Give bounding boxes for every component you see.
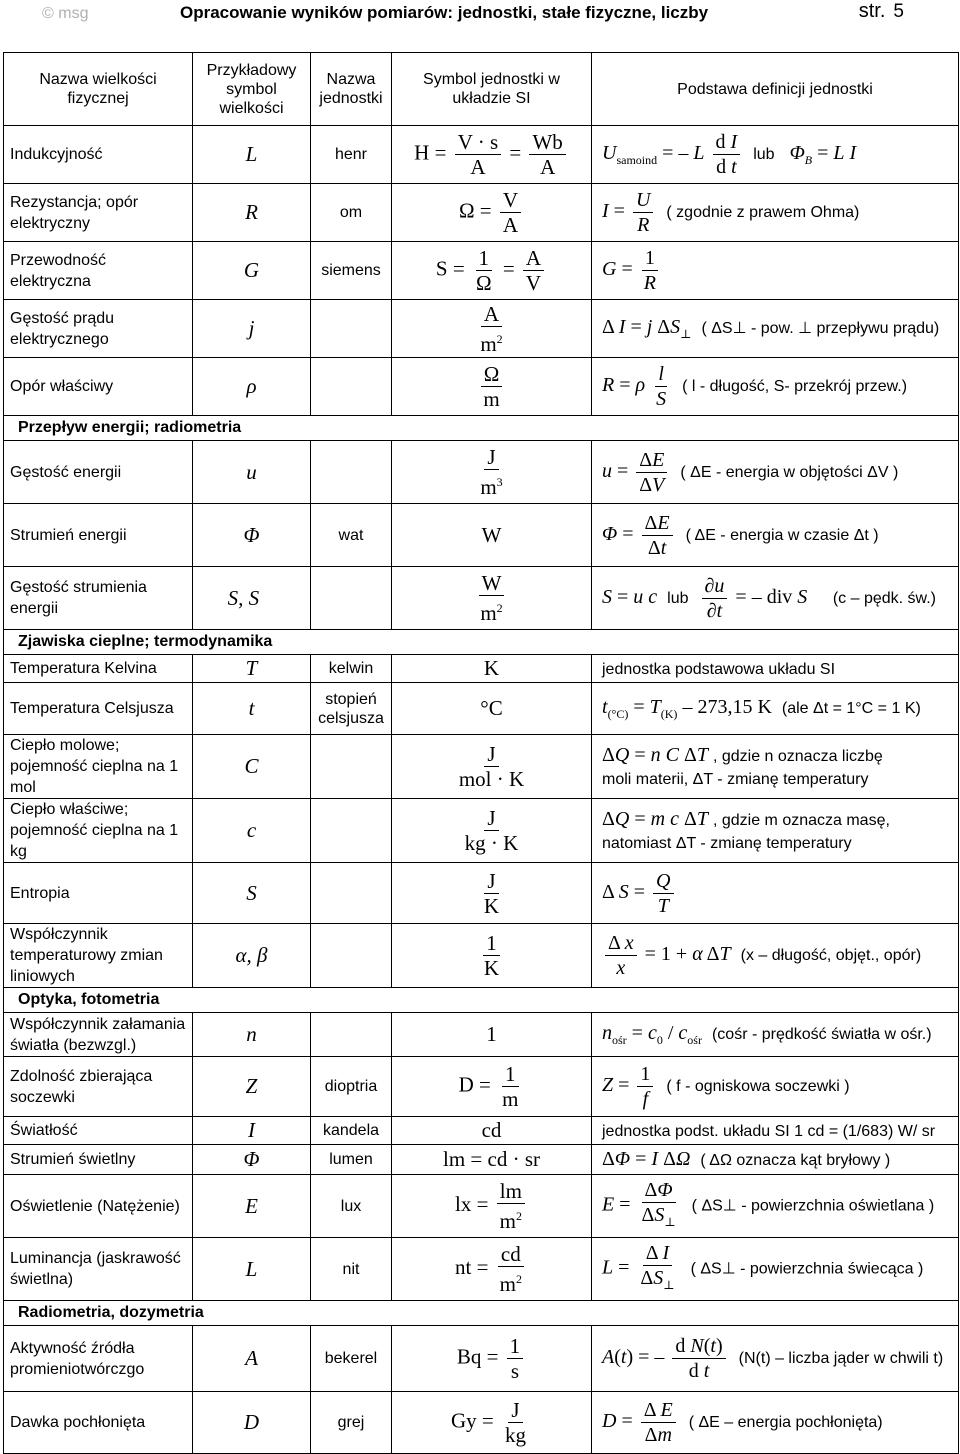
row-symbol: D: [193, 1392, 311, 1454]
row-symbol: L: [193, 126, 311, 184]
row-unit: lux: [311, 1175, 392, 1238]
row-name: Temperatura Celsjusza: [4, 683, 193, 735]
row-definition: Δ I = j $\Delta S_\perp$ ( ΔS⊥ - pow. ⊥ przepływu prądu): [592, 300, 959, 358]
page-indicator: str. 5: [858, 0, 904, 22]
row-unit: kelwin: [311, 655, 392, 683]
page-header: [0, 0, 960, 36]
row-unit: lumen: [311, 1145, 392, 1175]
row-symbol: E: [193, 1175, 311, 1238]
row-definition: ΔΦ = I ΔΩ ( ΔΩ oznacza kąt bryłowy ): [592, 1145, 959, 1175]
row-unit: kandela: [311, 1117, 392, 1145]
row-unit-symbol: $\frac{J}{m^3}$: [392, 441, 592, 504]
row-symbol: u: [193, 441, 311, 504]
row-name: Luminancja (jaskrawość świetlna): [4, 1238, 193, 1301]
row-unit: nit: [311, 1238, 392, 1301]
col-header-unit-symbol: Symbol jednostki w układzie SI: [392, 53, 592, 126]
row-definition: Δ S = $\frac{Q}{T}$: [592, 863, 959, 924]
row-definition: E = $\frac{\Delta\Phi}{\Delta S_\perp}$ ( ΔS⊥ - powierzchnia oświetlana ): [592, 1175, 959, 1238]
units-table: [3, 52, 959, 1454]
section-heading: Optyka, fotometria: [4, 988, 959, 1013]
row-symbol: S, S⃗: [193, 567, 311, 630]
table-row: [4, 1238, 959, 1301]
row-name: Entropia: [4, 863, 193, 924]
table-row: [4, 799, 959, 863]
table-row: [4, 1326, 959, 1392]
row-symbol: S: [193, 863, 311, 924]
row-name: Opór właściwy: [4, 358, 193, 416]
document-title: Opracowanie wyników pomiarów: jednostki, stałe fizyczne, liczby: [180, 3, 709, 22]
row-name: Rezystancja; opór elektryczny: [4, 184, 193, 242]
row-symbol: Φ: [193, 504, 311, 567]
row-name: Strumień świetlny: [4, 1145, 193, 1175]
table-row: [4, 504, 959, 567]
row-unit: siemens: [311, 242, 392, 300]
logo: © msg: [42, 5, 89, 22]
row-definition: $\frac{\text{Δ x}}{x}$ = 1 + α ΔT (x – długość, objęt., opór): [592, 924, 959, 988]
row-unit: [311, 735, 392, 799]
row-name: Zdolność zbierająca soczewki: [4, 1057, 193, 1117]
row-unit: grej: [311, 1392, 392, 1454]
row-unit: wat: [311, 504, 392, 567]
row-unit: stopień celsjusza: [311, 683, 392, 735]
table-row: [4, 735, 959, 799]
row-unit-symbol: $\frac{W}{m^2}$: [392, 567, 592, 630]
table-row: [4, 184, 959, 242]
row-name: Przewodność elektryczna: [4, 242, 193, 300]
row-unit-symbol: $\frac{1}{K}$: [392, 924, 592, 988]
row-unit-symbol: $\frac{\Omega}{m}$: [392, 358, 592, 416]
row-unit-symbol: nt = $\frac{cd}{m^2}$: [392, 1238, 592, 1301]
table-row: [4, 1392, 959, 1454]
row-symbol: Z: [193, 1057, 311, 1117]
table-row: [4, 1057, 959, 1117]
row-unit-symbol: cd: [392, 1117, 592, 1145]
table-row: [4, 358, 959, 416]
col-header-symbol: Przykładowy symbol wielkości: [193, 53, 311, 126]
row-unit: bekerel: [311, 1326, 392, 1392]
table-row: [4, 1175, 959, 1238]
row-definition: D = $\frac{\text{Δ E}}{\Delta m}$ ( ΔE – energia pochłonięta): [592, 1392, 959, 1454]
table-row: [4, 567, 959, 630]
row-unit: [311, 924, 392, 988]
row-unit-symbol: Gy = $\frac{J}{kg}$: [392, 1392, 592, 1454]
row-unit-symbol: $\frac{J}{K}$: [392, 863, 592, 924]
table-row: [4, 683, 959, 735]
row-symbol: I: [193, 1117, 311, 1145]
col-header-unit-name: Nazwa jednostki: [311, 53, 392, 126]
table-row: [4, 655, 959, 683]
row-symbol: j: [193, 300, 311, 358]
row-name: Aktywność źródła promieniotwórczgo: [4, 1326, 193, 1392]
row-unit-symbol: Ω = $\frac{V}{A}$: [392, 184, 592, 242]
row-symbol: c: [193, 799, 311, 863]
row-symbol: ρ: [193, 358, 311, 416]
row-unit-symbol: S = $\frac{1}{\Omega}$ = $\frac{A}{V}$: [392, 242, 592, 300]
row-unit-symbol: lx = $\frac{lm}{m^2}$: [392, 1175, 592, 1238]
row-definition: $t_{(^\circ C)} = T_{(K)} - 273,15$ K (ale Δt = 1°C = 1 K): [592, 683, 959, 735]
row-symbol: L: [193, 1238, 311, 1301]
row-unit-symbol: lm = cd · sr: [392, 1145, 592, 1175]
row-unit-symbol: W: [392, 504, 592, 567]
row-symbol: n: [193, 1013, 311, 1057]
row-name: Temperatura Kelvina: [4, 655, 193, 683]
table-row: [4, 924, 959, 988]
table-row: [4, 1145, 959, 1175]
row-name: Dawka pochłonięta: [4, 1392, 193, 1454]
table-row: [4, 1013, 959, 1057]
row-unit: [311, 799, 392, 863]
row-definition: $n_{ośr} = c_0 / c_{ośr}$ (cośr - prędkość światła w ośr.): [592, 1013, 959, 1057]
row-definition: Φ = $\frac{\Delta E}{\Delta t}$ ( ΔE - energia w czasie Δt ): [592, 504, 959, 567]
row-definition: A(t) = – $\frac{\text{d N(t)}}{\text{d t}}$ (N(t) – liczba jąder w chwili t): [592, 1326, 959, 1392]
row-definition: ΔQ = n C ΔT , gdzie n oznacza liczbę moli materii, ΔT - zmianę temperatury: [592, 735, 959, 799]
row-symbol: R: [193, 184, 311, 242]
row-name: Gęstość prądu elektrycznego: [4, 300, 193, 358]
row-name: Współczynnik temperaturowy zmian liniowych: [4, 924, 193, 988]
row-unit-symbol: K: [392, 655, 592, 683]
row-unit: dioptria: [311, 1057, 392, 1117]
row-unit-symbol: H = $\frac{V \cdot s}{A}$ = $\frac{Wb}{A}$: [392, 126, 592, 184]
row-symbol: C: [193, 735, 311, 799]
row-name: Światłość: [4, 1117, 193, 1145]
row-definition: u = $\frac{\Delta E}{\Delta V}$ ( ΔE - energia w objętości ΔV ): [592, 441, 959, 504]
table-row: [4, 1117, 959, 1145]
row-name: Oświetlenie (Natężenie): [4, 1175, 193, 1238]
row-unit-symbol: $\frac{J}{\text{mol · K}}$: [392, 735, 592, 799]
row-unit-symbol: $\frac{J}{kg \cdot K}$: [392, 799, 592, 863]
row-definition: I = $\frac{U}{R}$ ( zgodnie z prawem Ohma): [592, 184, 959, 242]
row-unit: henr: [311, 126, 392, 184]
row-symbol: Φ: [193, 1145, 311, 1175]
row-unit: [311, 441, 392, 504]
row-symbol: α, β: [193, 924, 311, 988]
section-row: [4, 1301, 959, 1326]
table-header-row: [4, 53, 959, 126]
section-heading: Przepływ energii; radiometria: [4, 416, 959, 441]
row-definition: ΔQ = m c ΔT , gdzie m oznacza masę, natomiast ΔT - zmianę temperatury: [592, 799, 959, 863]
row-unit: [311, 1013, 392, 1057]
section-heading: Zjawiska cieplne; termodynamika: [4, 630, 959, 655]
section-row: [4, 416, 959, 441]
row-symbol: G: [193, 242, 311, 300]
section-row: [4, 630, 959, 655]
row-definition: Z = $\frac{1}{f}$ ( f - ogniskowa soczewki ): [592, 1057, 959, 1117]
row-definition: jednostka podstawowa układu SI: [592, 655, 959, 683]
row-definition: $U_{samoind}$ = – L $\frac{\text{d I}}{\text{d t}}$ lub $\Phi_B = L$ I: [592, 126, 959, 184]
row-unit-symbol: °C: [392, 683, 592, 735]
row-name: Ciepło właściwe; pojemność cieplna na 1 kg: [4, 799, 193, 863]
col-header-definition: Podstawa definicji jednostki: [592, 53, 959, 126]
row-unit: [311, 358, 392, 416]
row-unit: [311, 567, 392, 630]
row-definition: S = u c lub $\frac{\partial u}{\partial t}$ = – div S⃗ (c – pędk. św.): [592, 567, 959, 630]
row-symbol: A: [193, 1326, 311, 1392]
row-unit-symbol: D = $\frac{1}{m}$: [392, 1057, 592, 1117]
table-row: [4, 300, 959, 358]
row-definition: L = $\frac{\text{Δ I}}{\Delta S_\perp}$ ( ΔS⊥ - powierzchnia świecąca ): [592, 1238, 959, 1301]
table-row: [4, 126, 959, 184]
section-row: [4, 988, 959, 1013]
row-unit: om: [311, 184, 392, 242]
col-header-quantity: Nazwa wielkości fizycznej: [4, 53, 193, 126]
row-definition: jednostka podst. układu SI 1 cd = (1/683) W/ sr: [592, 1117, 959, 1145]
section-heading: Radiometria, dozymetria: [4, 1301, 959, 1326]
row-name: Indukcyjność: [4, 126, 193, 184]
row-definition: R = ρ $\frac{l}{S}$ ( l - długość, S- przekrój przew.): [592, 358, 959, 416]
table-row: [4, 441, 959, 504]
row-symbol: t: [193, 683, 311, 735]
row-name: Gęstość energii: [4, 441, 193, 504]
row-name: Strumień energii: [4, 504, 193, 567]
table-row: [4, 242, 959, 300]
row-name: Ciepło molowe; pojemność cieplna na 1 mol: [4, 735, 193, 799]
row-unit-symbol: 1: [392, 1013, 592, 1057]
row-unit-symbol: Bq = $\frac{1}{s}$: [392, 1326, 592, 1392]
row-unit: [311, 863, 392, 924]
row-definition: G = $\frac{1}{R}$: [592, 242, 959, 300]
table-row: [4, 863, 959, 924]
row-name: Gęstość strumienia energii: [4, 567, 193, 630]
row-unit-symbol: $\frac{A}{m^2}$: [392, 300, 592, 358]
row-name: Współczynnik załamania światła (bezwzgl.): [4, 1013, 193, 1057]
row-symbol: T: [193, 655, 311, 683]
row-unit: [311, 300, 392, 358]
